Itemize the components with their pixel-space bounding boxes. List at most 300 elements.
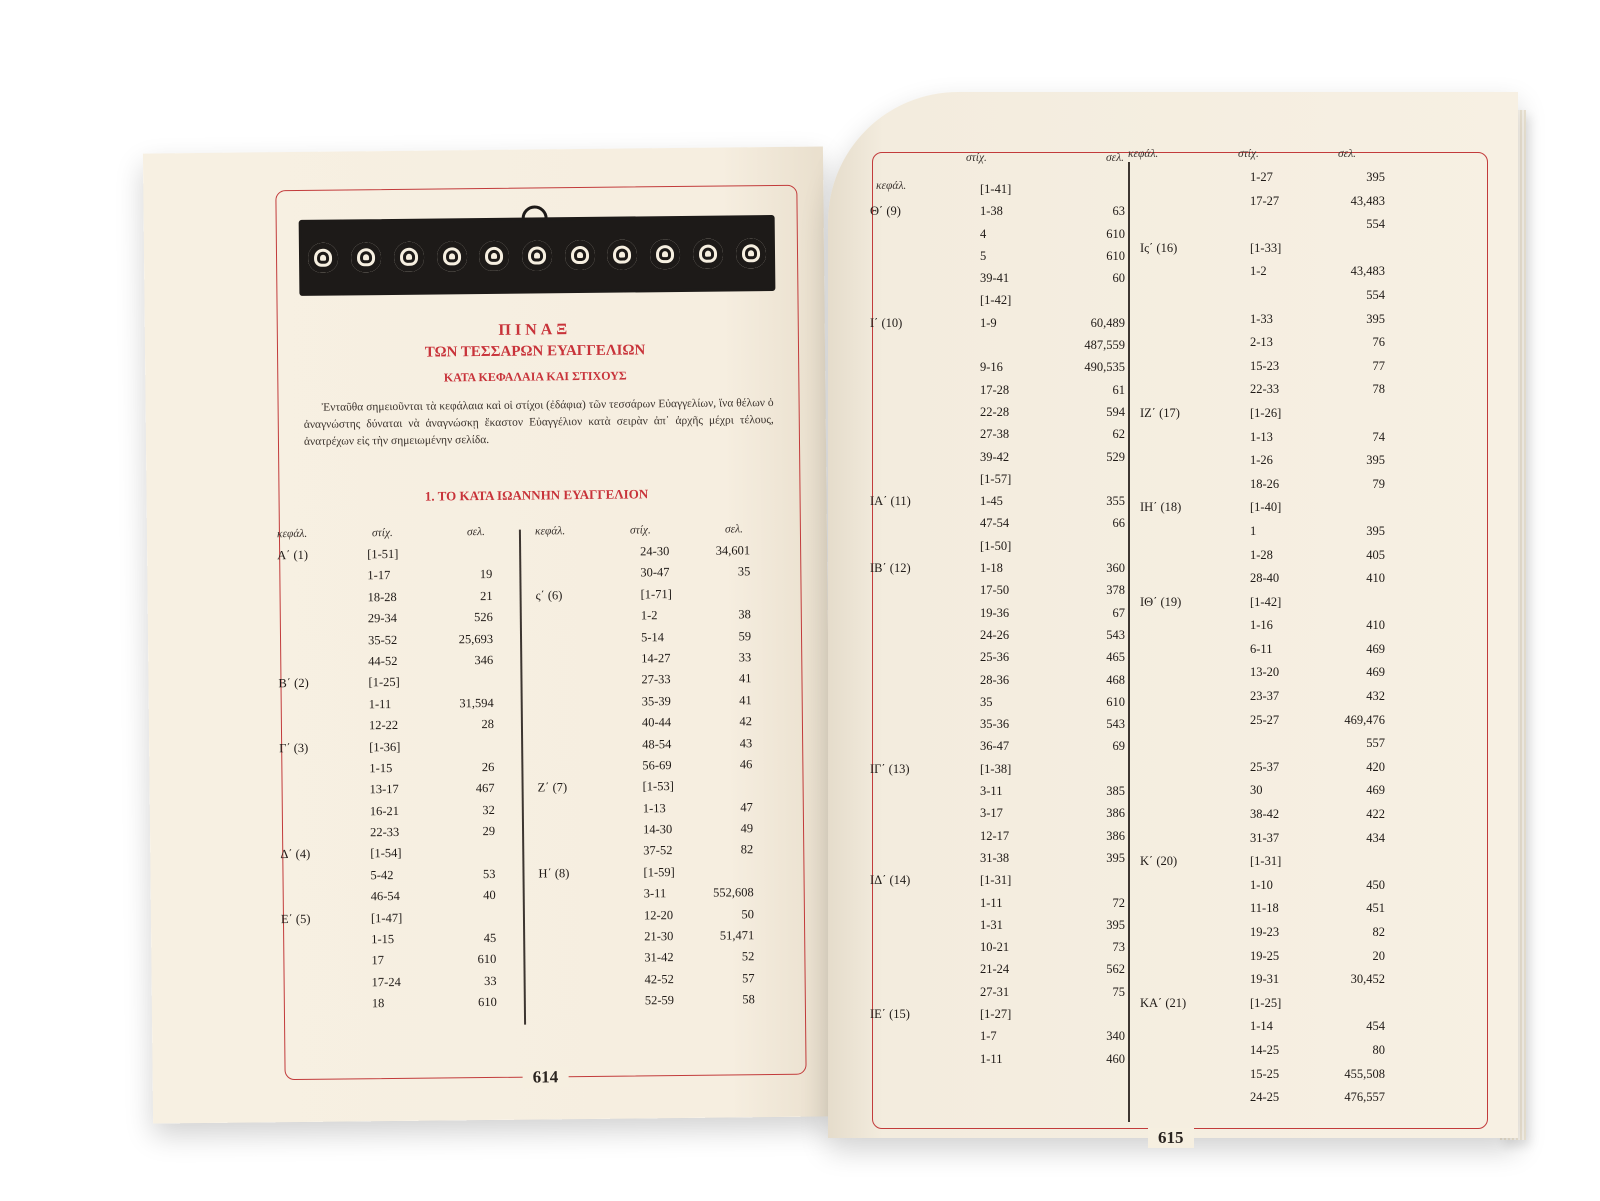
verses-cell: 27-33 — [641, 672, 671, 687]
page-cell: 63 — [1112, 204, 1125, 219]
page-cell: 395 — [1366, 523, 1385, 538]
verses-cell: 27-31 — [980, 984, 1010, 999]
verses-cell: 48-54 — [642, 736, 672, 751]
page-cell: 80 — [1372, 1042, 1385, 1057]
page-cell: 386 — [1106, 806, 1125, 821]
table-row — [281, 888, 496, 912]
verses-cell: 22-33 — [369, 825, 400, 840]
verses-cell: 1-11 — [368, 696, 392, 711]
header-page: σελ. — [466, 526, 486, 539]
page-cell: 468 — [1106, 672, 1125, 687]
page-cell: 562 — [1106, 962, 1125, 977]
verses-cell: 24-26 — [980, 627, 1010, 642]
table-row — [1140, 689, 1385, 713]
table-row — [1140, 241, 1385, 265]
verses-cell: 1-11 — [980, 895, 1003, 910]
verses-cell: 28-36 — [980, 672, 1010, 687]
page-cell: 451 — [1366, 901, 1385, 916]
table-row — [870, 628, 1125, 650]
page-cell: 432 — [1366, 689, 1385, 704]
table-row — [536, 586, 751, 610]
page-cell: 19 — [479, 567, 493, 582]
table-row — [870, 762, 1125, 784]
table-row — [280, 781, 495, 805]
verses-cell: [1-54] — [370, 846, 402, 861]
verses-cell: 11-18 — [1250, 901, 1279, 916]
table-row — [282, 974, 497, 998]
verses-cell: 56-69 — [642, 757, 672, 773]
verses-cell: 1-15 — [371, 932, 395, 947]
table-row — [535, 565, 750, 589]
verses-cell: 19-36 — [980, 605, 1010, 620]
header-page: σελ. — [1338, 148, 1357, 160]
table-row — [278, 674, 493, 698]
verses-cell: 47-54 — [980, 516, 1010, 531]
header-page: σελ. — [1106, 152, 1125, 164]
page-cell: 59 — [738, 628, 752, 643]
header-chapter: κεφάλ. — [276, 527, 308, 541]
table-row — [1140, 831, 1385, 855]
chapter-cell: Γ΄ (3) — [279, 740, 309, 755]
page-cell: 41 — [738, 671, 752, 686]
page-cell: 610 — [1106, 694, 1125, 709]
verses-cell: 1-13 — [642, 800, 666, 816]
table-row — [538, 800, 753, 824]
left-table-col2 — [535, 543, 755, 1016]
verses-cell: 1-28 — [1250, 547, 1273, 562]
verses-cell: 1-18 — [980, 561, 1003, 576]
table-row — [1140, 194, 1385, 218]
table-row — [280, 803, 495, 827]
verses-cell: [1-50] — [980, 538, 1012, 553]
verses-cell: 39-41 — [980, 271, 1010, 286]
verses-cell: 6-11 — [1250, 641, 1273, 656]
verses-cell: 1-26 — [1250, 453, 1273, 468]
table-row — [1140, 288, 1385, 312]
table-row — [1140, 453, 1385, 477]
table-row — [281, 952, 496, 976]
table-row — [280, 845, 495, 869]
page-cell: 66 — [1112, 516, 1125, 531]
verses-cell: 30 — [1250, 783, 1263, 798]
table-row — [277, 567, 492, 591]
table-row — [1140, 595, 1385, 619]
table-row — [870, 896, 1125, 918]
verses-cell: 1-38 — [980, 204, 1003, 219]
page-cell: 465 — [1106, 650, 1125, 665]
page-cell: 487,559 — [1084, 338, 1125, 353]
table-row — [539, 907, 754, 931]
page-cell: 49 — [740, 821, 754, 836]
verses-cell: 14-25 — [1250, 1042, 1280, 1057]
verses-cell: 1-10 — [1250, 877, 1273, 892]
page-cell: 51,471 — [719, 928, 755, 943]
verses-cell: 5-42 — [370, 867, 394, 883]
table-row — [278, 589, 493, 613]
table-row — [282, 995, 497, 1019]
verses-cell: 1-16 — [1250, 618, 1273, 633]
verses-cell: 18-28 — [367, 589, 397, 605]
verses-cell: 24-25 — [1250, 1090, 1280, 1105]
verses-cell: 1-11 — [980, 1051, 1003, 1066]
page-cell: 33 — [484, 973, 497, 988]
page-cell: 47 — [740, 799, 753, 815]
page-cell: 610 — [478, 995, 497, 1010]
verses-cell: 35-39 — [641, 693, 671, 709]
verses-cell: 29-34 — [367, 611, 398, 626]
chapter-cell: Η΄ (8) — [538, 866, 570, 881]
verses-cell: 1-13 — [1250, 429, 1273, 444]
table-row — [870, 427, 1125, 449]
page-cell: 72 — [1112, 895, 1125, 910]
table-row — [1140, 925, 1385, 949]
table-row — [870, 784, 1125, 806]
intro-paragraph: Ἐνταῦθα σημειοῦνται τὰ κεφάλαια καὶ οἱ στίχοι (ἐδάφια) τῶν τεσσάρων Εὐαγγελίων, ἵνα θέλων ὁ ἀναγνώστης δύναται νὰ ἀναγνώσκῃ ἕκαστον Εὐαγγέλιον κατὰ σειρὰν ἀπ᾿ ἀρχῆς μέχρι τέλους, ἀνατρέχων εἰς τὴν σημειωμένην σελίδα. — [303, 396, 774, 448]
chapter-cell: Κ΄ (20) — [1140, 854, 1178, 869]
table-row — [870, 539, 1125, 561]
table-row — [1140, 1043, 1385, 1067]
chapter-cell: ΙΘ΄ (19) — [1140, 594, 1182, 609]
right-page-number: 615 — [1148, 1128, 1194, 1148]
page-cell: 455,508 — [1344, 1066, 1385, 1081]
page-cell: 45 — [483, 930, 497, 946]
page-cell: 410 — [1366, 618, 1385, 633]
chapter-cell: Ζ΄ (7) — [537, 780, 568, 795]
page-cell: 554 — [1366, 217, 1385, 232]
page-cell: 38 — [738, 607, 751, 622]
verses-cell: 9-16 — [980, 360, 1003, 375]
table-row — [1140, 901, 1385, 925]
page-cell: 82 — [1372, 925, 1385, 939]
table-row — [870, 516, 1125, 538]
table-row — [538, 843, 753, 867]
table-row — [870, 918, 1125, 940]
table-row — [870, 851, 1125, 873]
chapter-cell: ΙΓ΄ (13) — [870, 761, 910, 776]
table-row — [870, 806, 1125, 828]
table-row — [277, 546, 492, 570]
page-cell: 405 — [1366, 547, 1385, 562]
left-page-number: 614 — [523, 1067, 569, 1087]
page-cell: 346 — [474, 652, 494, 668]
table-row — [537, 714, 752, 738]
page-cell: 526 — [473, 610, 493, 625]
verses-cell: 22-33 — [1250, 382, 1280, 397]
table-row — [1140, 335, 1385, 359]
table-row — [540, 992, 755, 1016]
page-cell: 82 — [740, 842, 754, 857]
page-cell: 35 — [737, 564, 751, 579]
headpiece-ornament — [299, 215, 776, 296]
verses-cell: 3-11 — [643, 886, 667, 901]
verses-cell: 14-27 — [641, 651, 671, 666]
table-row — [1140, 359, 1385, 383]
verses-cell: [1-25] — [1250, 995, 1282, 1010]
verses-cell: 1-15 — [369, 760, 393, 776]
page-cell: 340 — [1106, 1029, 1125, 1044]
table-row — [870, 873, 1125, 895]
verses-cell: 1-2 — [640, 608, 658, 623]
table-row — [1140, 264, 1385, 288]
verses-cell: 1-31 — [980, 917, 1003, 932]
verses-cell: 25-27 — [1250, 712, 1280, 727]
page-cell: 41 — [739, 692, 752, 708]
table-row — [281, 931, 496, 955]
table-row — [870, 338, 1125, 360]
verses-cell: 21-24 — [980, 962, 1010, 977]
verses-cell: [1-27] — [980, 1006, 1012, 1021]
verses-cell: 1-45 — [980, 494, 1003, 509]
page-cell: 529 — [1106, 449, 1125, 464]
table-row — [870, 450, 1125, 472]
chapter-cell: ς΄ (6) — [535, 588, 563, 603]
verses-cell: 18-26 — [1250, 476, 1280, 491]
page-cell: 594 — [1106, 404, 1125, 419]
page-cell: 395 — [1106, 917, 1125, 932]
page-cell: 360 — [1106, 561, 1125, 576]
page-cell: 69 — [1112, 739, 1125, 754]
table-row — [870, 383, 1125, 405]
table-row — [1140, 736, 1385, 760]
verses-cell: 15-23 — [1250, 358, 1280, 373]
page-cell: 469,476 — [1344, 712, 1385, 727]
table-row — [1140, 477, 1385, 501]
page-cell: 57 — [742, 971, 755, 986]
page-cell: 60 — [1112, 271, 1125, 286]
table-row — [1140, 1090, 1385, 1114]
chapter-cell: Θ΄ (9) — [870, 204, 901, 219]
verses-cell: 28-40 — [1250, 571, 1280, 586]
page-cell: 42 — [739, 714, 752, 729]
verses-cell: 25-37 — [1250, 759, 1280, 774]
verses-cell: 24-30 — [640, 544, 670, 559]
chapter-cell: ΙΗ΄ (18) — [1140, 500, 1182, 515]
verses-cell: 35-36 — [980, 717, 1010, 732]
page-cell: 79 — [1372, 476, 1385, 491]
table-row — [539, 885, 754, 909]
table-row — [870, 494, 1125, 516]
table-row — [278, 653, 493, 677]
page-cell: 52 — [741, 949, 755, 964]
chapter-cell: ΙΔ΄ (14) — [870, 873, 911, 888]
index-title: ΠΙΝΑΞ — [498, 321, 572, 339]
chapter-cell: Α΄ (1) — [277, 547, 309, 563]
page-cell: 28 — [481, 717, 495, 732]
page-cell: 78 — [1372, 382, 1385, 397]
page-cell: 21 — [480, 588, 493, 603]
verses-cell: 42-52 — [644, 971, 674, 987]
header-verses: στίχ. — [371, 526, 393, 540]
table-row — [1140, 406, 1385, 430]
chapter-cell: ΚΑ΄ (21) — [1140, 995, 1187, 1010]
verses-cell: 1-7 — [980, 1029, 997, 1044]
page-cell: 543 — [1106, 717, 1125, 732]
table-row — [870, 985, 1125, 1007]
index-subtitle: ΤΩΝ ΤΕΣΣΑΡΩΝ ΕΥΑΓΓΕΛΙΩΝ — [424, 342, 646, 361]
table-row — [870, 182, 1125, 204]
verses-cell: [1-53] — [642, 779, 674, 794]
verses-cell: 17-24 — [371, 974, 401, 990]
verses-cell: 13-17 — [369, 782, 399, 797]
verses-cell: 36-47 — [980, 739, 1010, 754]
verses-cell: 1-17 — [367, 568, 391, 583]
verses-cell: 12-17 — [980, 828, 1010, 843]
page-cell: 73 — [1112, 940, 1125, 955]
table-row — [870, 472, 1125, 494]
table-row — [1140, 783, 1385, 807]
page-cell: 74 — [1372, 429, 1385, 444]
table-row — [870, 1007, 1125, 1029]
table-row — [1140, 807, 1385, 831]
page-cell: 77 — [1372, 358, 1385, 373]
page-cell: 410 — [1366, 571, 1385, 586]
verses-cell: [1-25] — [368, 675, 400, 690]
page-cell: 32 — [482, 802, 495, 817]
verses-cell: 37-52 — [643, 843, 673, 858]
verses-cell: 1-33 — [1250, 311, 1273, 326]
page-cell: 395 — [1366, 170, 1385, 184]
verses-cell: 25-36 — [980, 650, 1010, 665]
page-cell: 46 — [739, 757, 753, 772]
page-cell: 50 — [741, 906, 755, 922]
table-row — [870, 316, 1125, 338]
table-row — [870, 829, 1125, 851]
table-row — [1140, 618, 1385, 642]
table-row — [870, 405, 1125, 427]
page-cell: 543 — [1106, 627, 1125, 642]
verses-cell: 19-25 — [1250, 948, 1280, 963]
table-row — [539, 950, 754, 974]
table-row — [1140, 430, 1385, 454]
page-cell: 554 — [1366, 287, 1385, 302]
table-row — [870, 204, 1125, 226]
table-row — [870, 739, 1125, 761]
page-cell: 467 — [475, 781, 495, 796]
table-row — [870, 583, 1125, 605]
table-row — [1140, 500, 1385, 524]
verses-cell: 17 — [371, 953, 384, 968]
page-cell: 76 — [1372, 335, 1385, 350]
verses-cell: 16-21 — [369, 803, 400, 818]
page-cell: 34,601 — [715, 543, 751, 558]
verses-cell: 17-50 — [980, 583, 1010, 598]
table-row — [870, 940, 1125, 962]
page-cell: 610 — [1106, 248, 1125, 263]
page-cell: 460 — [1106, 1051, 1125, 1066]
verses-cell: 18 — [371, 996, 385, 1011]
page-cell: 25,693 — [458, 631, 494, 646]
verses-cell: 1-27 — [1250, 170, 1273, 184]
page-cell: 454 — [1366, 1019, 1385, 1034]
verses-cell: [1-26] — [1250, 405, 1282, 420]
chapter-cell: ΙΒ΄ (12) — [870, 561, 911, 576]
page-cell: 355 — [1106, 494, 1125, 509]
page-cell: 29 — [482, 824, 496, 839]
chapter-cell: Ε΄ (5) — [280, 911, 311, 926]
table-row — [1140, 1067, 1385, 1091]
table-row — [539, 928, 754, 952]
verses-cell: [1-41] — [980, 182, 1012, 196]
verses-cell: 4 — [980, 226, 987, 241]
table-row — [870, 650, 1125, 672]
verses-cell: 23-37 — [1250, 689, 1280, 704]
header-verses: στίχ. — [966, 152, 987, 164]
page-cell: 60,489 — [1090, 315, 1125, 330]
page-cell: 30,452 — [1350, 972, 1385, 987]
chapter-cell: Ι΄ (10) — [870, 315, 903, 330]
page-cell: 557 — [1366, 736, 1385, 751]
table-row — [870, 249, 1125, 271]
right-table-col1 — [870, 182, 1125, 1074]
header-chapter: κεφάλ. — [534, 525, 566, 538]
page-cell: 58 — [742, 992, 755, 1007]
table-row — [1140, 996, 1385, 1020]
table-row — [1140, 548, 1385, 572]
table-row — [538, 821, 753, 845]
index-subtitle-2: ΚΑΤΑ ΚΕΦΑΛΑΙΑ ΚΑΙ ΣΤΙΧΟΥΣ — [443, 368, 627, 385]
verses-cell: 15-25 — [1250, 1066, 1280, 1081]
verses-cell: 31-42 — [644, 950, 674, 965]
verses-cell: 1 — [1250, 523, 1257, 538]
table-row — [537, 693, 752, 717]
page-cell: 75 — [1112, 984, 1125, 999]
verses-cell: 30-47 — [640, 565, 670, 580]
table-row — [870, 561, 1125, 583]
table-row — [1140, 170, 1385, 194]
right-page — [828, 92, 1518, 1147]
header-chapter: κεφάλ. — [876, 180, 907, 192]
table-row — [1140, 665, 1385, 689]
verses-cell: 5 — [980, 248, 987, 263]
chapter-cell: Β΄ (2) — [278, 676, 309, 691]
table-row — [536, 650, 751, 674]
verses-cell: 31-38 — [980, 850, 1010, 865]
verses-cell: 19-31 — [1250, 972, 1280, 987]
table-row — [1140, 760, 1385, 784]
page-cell: 378 — [1106, 583, 1125, 598]
verses-cell: 31-37 — [1250, 830, 1280, 845]
right-table-col2 — [1140, 170, 1385, 1114]
table-row — [1140, 217, 1385, 241]
verses-cell: 14-30 — [642, 822, 673, 837]
table-row — [1140, 1019, 1385, 1043]
left-page — [143, 146, 833, 1123]
verses-cell: [1-47] — [370, 910, 403, 925]
table-row — [870, 673, 1125, 695]
table-row — [1140, 854, 1385, 878]
table-row — [1140, 949, 1385, 973]
page-cell: 31,594 — [459, 695, 494, 711]
table-row — [1140, 972, 1385, 996]
verses-cell: [1-36] — [369, 739, 401, 754]
table-row — [540, 971, 755, 995]
table-row — [1140, 312, 1385, 336]
page-cell: 62 — [1112, 427, 1125, 442]
page-cell: 43,483 — [1350, 193, 1385, 208]
page-cell: 469 — [1366, 783, 1385, 798]
page-cell: 20 — [1372, 948, 1385, 963]
table-row — [1140, 878, 1385, 902]
table-row — [870, 1052, 1125, 1074]
table-row — [278, 610, 493, 634]
verses-cell: 12-22 — [368, 718, 399, 733]
verses-cell: [1-38] — [980, 761, 1012, 776]
page-cell: 43,483 — [1350, 264, 1385, 279]
chapter-cell: Δ΄ (4) — [280, 847, 311, 862]
verses-cell: [1-59] — [643, 864, 675, 880]
verses-cell: 17-28 — [980, 382, 1010, 397]
table-row — [1140, 571, 1385, 595]
